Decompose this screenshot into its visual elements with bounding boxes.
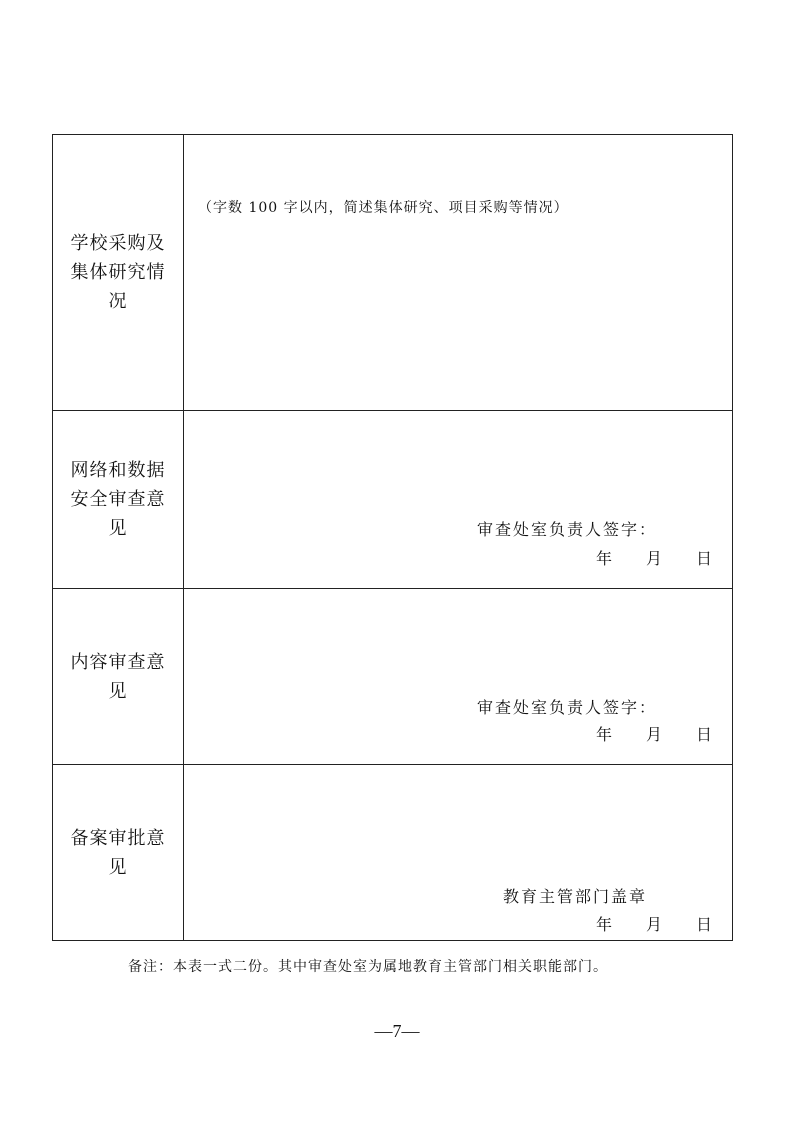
section-network-security-review [53, 411, 732, 589]
date-month: 月 [645, 725, 662, 744]
approval-form-table [52, 134, 733, 941]
date-day: 日 [695, 725, 712, 744]
date-year: 年 [595, 915, 612, 934]
section-content-cell [184, 765, 732, 940]
date-day: 日 [695, 915, 712, 934]
section-content-cell [184, 589, 732, 764]
section-content-review [53, 589, 732, 765]
footnote: 备注：本表一式二份。其中审查处室为属地教育主管部门相关职能部门。 [128, 959, 608, 975]
date-year: 年 [595, 725, 612, 744]
section-label-cell [53, 589, 184, 764]
section-label-cell [53, 765, 184, 940]
section-label: 网络和数据安全审查意见 [70, 460, 166, 539]
section-content-cell [184, 135, 732, 410]
section-label: 学校采购及集体研究情况 [70, 233, 166, 312]
section-content-cell [184, 411, 732, 588]
date-line [596, 912, 712, 935]
content-hint: （字数 100 字以内，简述集体研究、项目采购等情况） [198, 200, 569, 216]
section-label-cell [53, 411, 184, 588]
date-month: 月 [645, 549, 662, 568]
signature-line: 审查处室负责人签字： [477, 520, 658, 539]
date-day: 日 [695, 549, 712, 568]
date-line [596, 722, 712, 745]
section-label-cell [53, 135, 184, 410]
section-filing-approval [53, 765, 732, 940]
date-line [596, 546, 712, 569]
signature-line: 审查处室负责人签字： [477, 698, 658, 717]
section-label: 内容审查意见 [70, 651, 166, 702]
page-number: —7— [374, 1021, 420, 1041]
date-month: 月 [645, 915, 662, 934]
seal-line: 教育主管部门盖章 [503, 887, 648, 906]
date-year: 年 [595, 549, 612, 568]
section-label: 备案审批意见 [70, 827, 166, 878]
section-procurement-research [53, 135, 732, 411]
